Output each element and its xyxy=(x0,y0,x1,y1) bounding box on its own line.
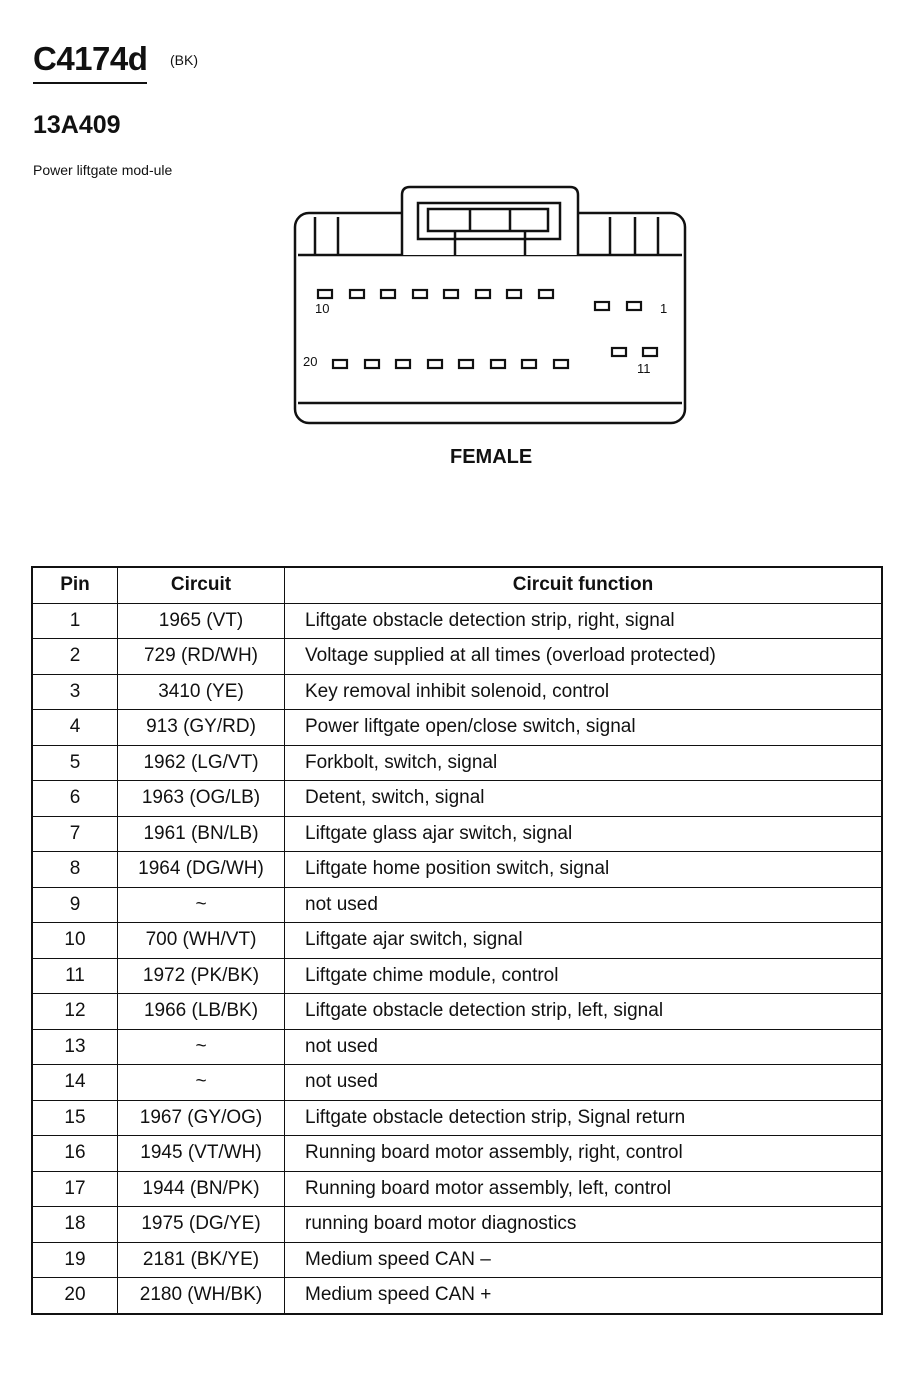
circuit-cell: ~ xyxy=(118,1065,285,1101)
circuit-cell: 913 (GY/RD) xyxy=(118,710,285,746)
circuit-function-cell: Liftgate glass ajar switch, signal xyxy=(285,816,883,852)
table-row xyxy=(32,710,882,746)
pin-cell: 18 xyxy=(32,1207,118,1243)
circuit-cell: 1962 (LG/VT) xyxy=(118,745,285,781)
table-row xyxy=(32,781,882,817)
table-row xyxy=(32,1171,882,1207)
table-row xyxy=(32,887,882,923)
pin-cavity xyxy=(539,290,553,298)
circuit-function-cell: not used xyxy=(285,1029,883,1065)
pin-cavity xyxy=(491,360,505,368)
pin-cell: 8 xyxy=(32,852,118,888)
circuit-function-cell: Liftgate chime module, control xyxy=(285,958,883,994)
pin-cell: 16 xyxy=(32,1136,118,1172)
pin-cavity xyxy=(643,348,657,356)
circuit-cell: 2181 (BK/YE) xyxy=(118,1242,285,1278)
pin-cell: 10 xyxy=(32,923,118,959)
module-name: Power liftgate mod-ule xyxy=(33,162,173,178)
pin-label-20: 20 xyxy=(303,354,318,369)
pin-label-10: 10 xyxy=(315,301,330,316)
circuit-cell: 729 (RD/WH) xyxy=(118,639,285,675)
table-row xyxy=(32,674,882,710)
circuit-cell: 3410 (YE) xyxy=(118,674,285,710)
pinout-body xyxy=(32,603,882,1314)
pin-cavity xyxy=(333,360,347,368)
circuit-cell: ~ xyxy=(118,1029,285,1065)
circuit-function-cell: Liftgate obstacle detection strip, left, signal xyxy=(285,994,883,1030)
circuit-cell: 1961 (BN/LB) xyxy=(118,816,285,852)
pin-cavity xyxy=(522,360,536,368)
circuit-cell: 1965 (VT) xyxy=(118,603,285,639)
circuit-function-cell: not used xyxy=(285,887,883,923)
header-circuit-function: Circuit function xyxy=(285,567,883,603)
pin-cell: 11 xyxy=(32,958,118,994)
table-row xyxy=(32,852,882,888)
table-row xyxy=(32,1100,882,1136)
table-row xyxy=(32,1136,882,1172)
pin-cell: 4 xyxy=(32,710,118,746)
pin-cavity xyxy=(507,290,521,298)
circuit-cell: 1945 (VT/WH) xyxy=(118,1136,285,1172)
table-row xyxy=(32,994,882,1030)
pin-cavity xyxy=(612,348,626,356)
table-row xyxy=(32,745,882,781)
table-row xyxy=(32,639,882,675)
table-row xyxy=(32,1278,882,1314)
connector-diagram xyxy=(290,183,690,428)
pin-cell: 5 xyxy=(32,745,118,781)
pin-cell: 17 xyxy=(32,1171,118,1207)
pin-cell: 20 xyxy=(32,1278,118,1314)
pin-cell: 1 xyxy=(32,603,118,639)
pin-cavity xyxy=(459,360,473,368)
pin-cavity xyxy=(413,290,427,298)
pin-cell: 7 xyxy=(32,816,118,852)
circuit-cell: 1972 (PK/BK) xyxy=(118,958,285,994)
part-number: 13A409 xyxy=(33,111,121,139)
pin-cavity xyxy=(444,290,458,298)
pin-cell: 13 xyxy=(32,1029,118,1065)
circuit-cell: 1964 (DG/WH) xyxy=(118,852,285,888)
pin-cavity xyxy=(428,360,442,368)
pin-label-11: 11 xyxy=(637,361,651,376)
circuit-function-cell: running board motor diagnostics xyxy=(285,1207,883,1243)
circuit-function-cell: Key removal inhibit solenoid, control xyxy=(285,674,883,710)
circuit-function-cell: Liftgate ajar switch, signal xyxy=(285,923,883,959)
table-row xyxy=(32,816,882,852)
pin-cell: 14 xyxy=(32,1065,118,1101)
circuit-cell: 2180 (WH/BK) xyxy=(118,1278,285,1314)
connector-gender-label: FEMALE xyxy=(450,446,533,468)
table-row xyxy=(32,958,882,994)
circuit-cell: 1967 (GY/OG) xyxy=(118,1100,285,1136)
circuit-function-cell: Running board motor assembly, right, control xyxy=(285,1136,883,1172)
connector-code: C4174d xyxy=(33,40,147,84)
pin-cavity xyxy=(627,302,641,310)
header-circuit: Circuit xyxy=(118,567,285,603)
circuit-function-cell: Detent, switch, signal xyxy=(285,781,883,817)
header-pin: Pin xyxy=(32,567,118,603)
circuit-cell: 1963 (OG/LB) xyxy=(118,781,285,817)
table-header-row xyxy=(32,567,882,603)
pin-row-top xyxy=(318,290,641,310)
table-row xyxy=(32,603,882,639)
circuit-function-cell: Medium speed CAN + xyxy=(285,1278,883,1314)
circuit-cell: 1966 (LB/BK) xyxy=(118,994,285,1030)
pin-cell: 3 xyxy=(32,674,118,710)
pin-cavity xyxy=(350,290,364,298)
circuit-function-cell: not used xyxy=(285,1065,883,1101)
pin-cell: 9 xyxy=(32,887,118,923)
connector-color: (BK) xyxy=(170,52,198,68)
circuit-function-cell: Forkbolt, switch, signal xyxy=(285,745,883,781)
pin-cell: 12 xyxy=(32,994,118,1030)
circuit-function-cell: Medium speed CAN – xyxy=(285,1242,883,1278)
table-row xyxy=(32,1065,882,1101)
circuit-function-cell: Power liftgate open/close switch, signal xyxy=(285,710,883,746)
pin-cavity xyxy=(365,360,379,368)
pinout-table xyxy=(31,566,883,1315)
circuit-function-cell: Running board motor assembly, left, control xyxy=(285,1171,883,1207)
pin-cell: 15 xyxy=(32,1100,118,1136)
pin-cavity xyxy=(554,360,568,368)
circuit-function-cell: Liftgate home position switch, signal xyxy=(285,852,883,888)
circuit-cell: 1975 (DG/YE) xyxy=(118,1207,285,1243)
pin-cavity xyxy=(476,290,490,298)
pin-row-bottom xyxy=(333,348,657,368)
pin-cell: 19 xyxy=(32,1242,118,1278)
circuit-function-cell: Liftgate obstacle detection strip, right, signal xyxy=(285,603,883,639)
pin-cell: 6 xyxy=(32,781,118,817)
table-row xyxy=(32,923,882,959)
pin-label-1: 1 xyxy=(660,301,668,316)
table-row xyxy=(32,1242,882,1278)
circuit-cell: 700 (WH/VT) xyxy=(118,923,285,959)
pin-cavity xyxy=(318,290,332,298)
pin-cavity xyxy=(381,290,395,298)
circuit-cell: 1944 (BN/PK) xyxy=(118,1171,285,1207)
table-row xyxy=(32,1029,882,1065)
pin-cavity xyxy=(396,360,410,368)
table-row xyxy=(32,1207,882,1243)
circuit-cell: ~ xyxy=(118,887,285,923)
circuit-function-cell: Liftgate obstacle detection strip, Signal return xyxy=(285,1100,883,1136)
pin-cell: 2 xyxy=(32,639,118,675)
circuit-function-cell: Voltage supplied at all times (overload protected) xyxy=(285,639,883,675)
pin-cavity xyxy=(595,302,609,310)
